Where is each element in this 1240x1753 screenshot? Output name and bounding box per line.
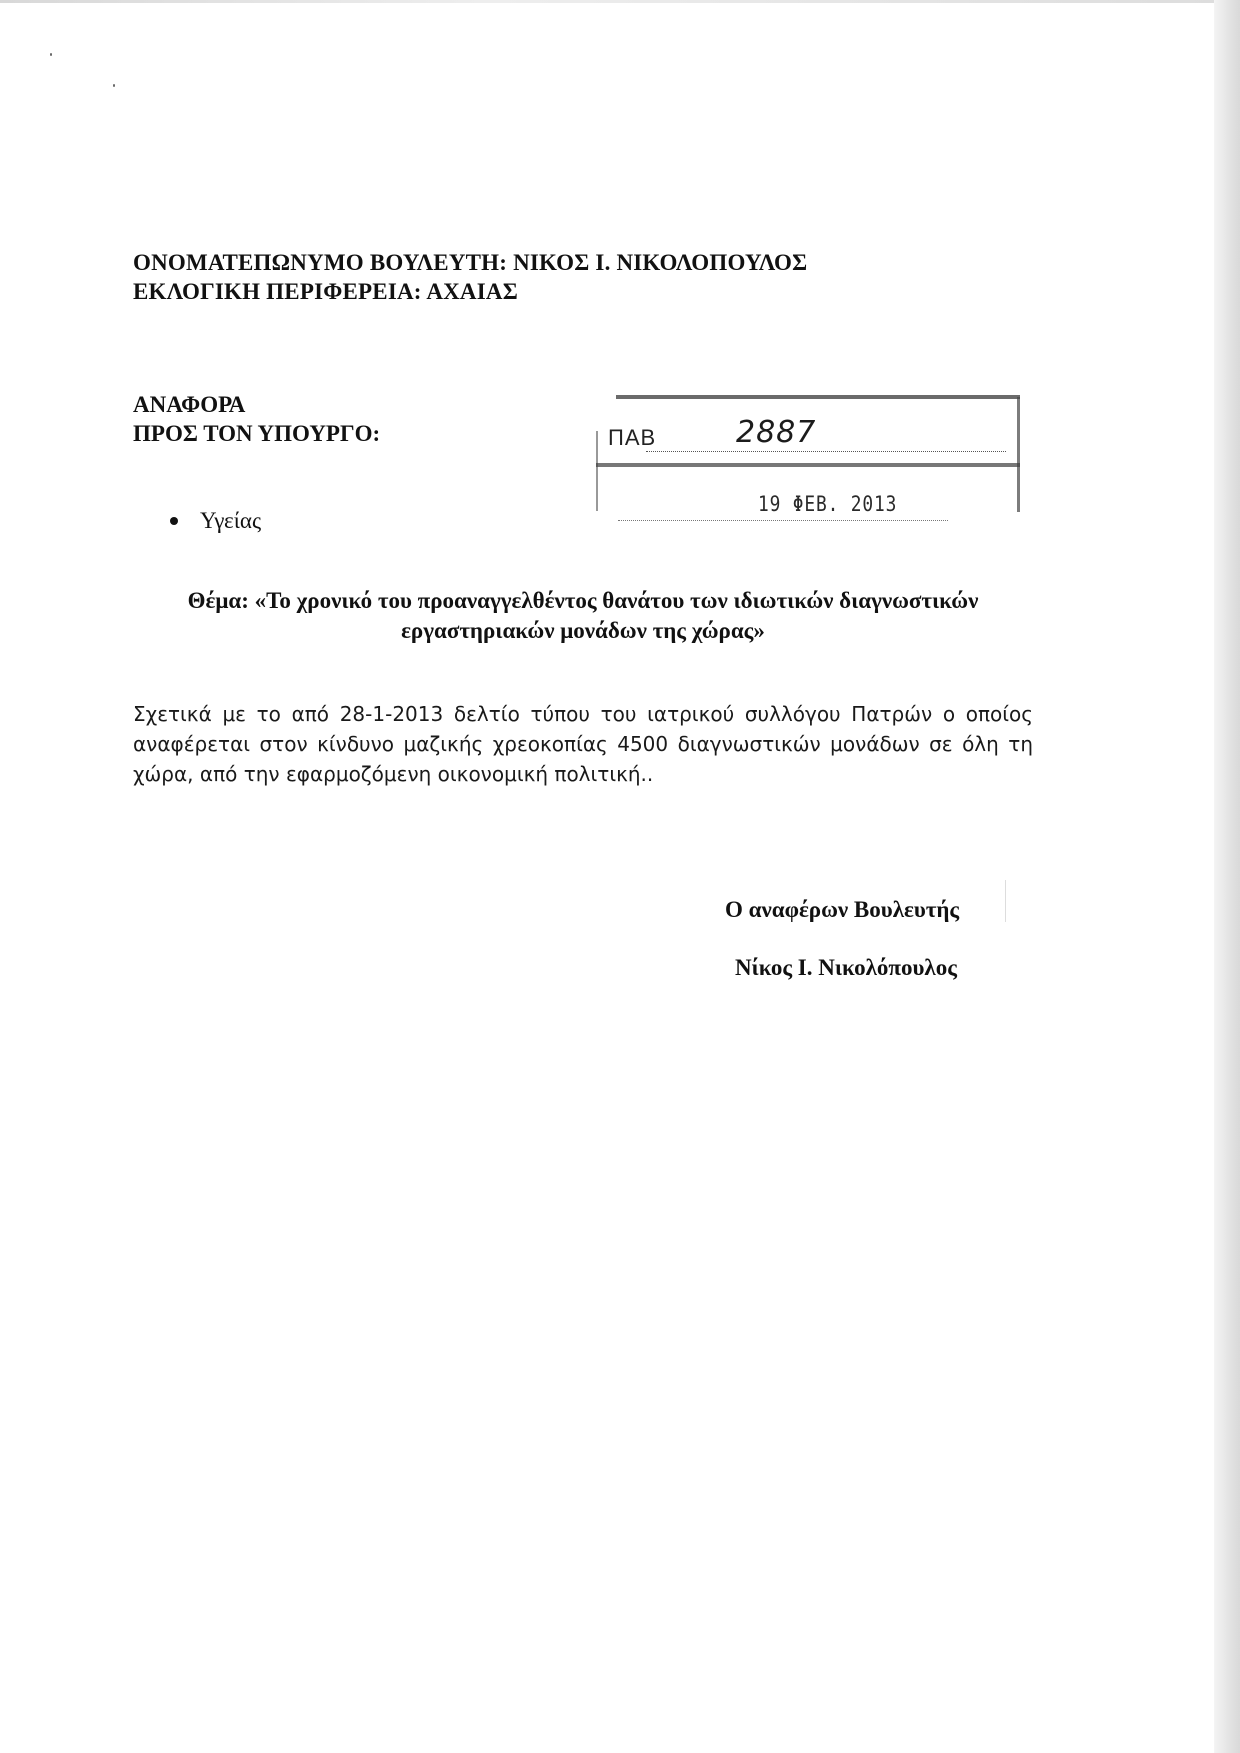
- ministry-list-item: [170, 508, 261, 534]
- signature-name: Νίκος Ι. Νικολόπουλος: [735, 955, 957, 980]
- stamp-protocol-number: 2887: [736, 415, 817, 450]
- bullet-icon: [170, 517, 178, 525]
- stamp-dotted-line: [618, 520, 948, 521]
- body-line: χώρα, από την εφαρμοζόμενη οικονομική πολιτική..: [133, 762, 654, 786]
- body-paragraph: [133, 699, 1033, 789]
- scan-speck: [113, 84, 115, 87]
- ministry-name: Υγείας: [200, 508, 262, 533]
- scan-speck: [50, 53, 52, 56]
- subject-line: εργαστηριακών μονάδων της χώρας»: [401, 618, 765, 643]
- protocol-stamp: [596, 395, 1021, 545]
- body-line: Σχετικά με το από 28-1-2013 δελτίο τύπου του ιατρικού συλλόγου Πατρών ο οποίος: [133, 702, 1033, 726]
- scan-top-edge: [0, 0, 1214, 3]
- stamp-border-left: [596, 431, 598, 511]
- stamp-divider: [596, 463, 1020, 467]
- body-line: αναφέρεται στον κίνδυνο μαζικής χρεοκοπίας 4500 διαγνωστικών μονάδων σε όλη τη: [133, 732, 1033, 756]
- stamp-label: ΠΑΒ: [608, 425, 657, 450]
- subject-heading: [133, 586, 1033, 646]
- report-label: ΑΝΑΦΟΡΑ: [133, 392, 246, 417]
- stamp-date: 19 ΦΕΒ. 2013: [758, 492, 898, 516]
- scan-mark: [1005, 880, 1006, 922]
- stamp-border-right: [1017, 397, 1020, 512]
- scan-right-edge: [1214, 0, 1240, 1753]
- signature-title: Ο αναφέρων Βουλευτής: [725, 897, 960, 922]
- stamp-border-top: [616, 395, 1020, 399]
- subject-line: Θέμα: «Το χρονικό του προαναγγελθέντος θανάτου των ιδιωτικών διαγνωστικών: [187, 588, 979, 613]
- stamp-dotted-line: [646, 451, 1006, 452]
- mp-name-line: ΟΝΟΜΑΤΕΠΩΝΥΜΟ ΒΟΥΛΕΥΤΗ: ΝΙΚΟΣ Ι. ΝΙΚΟΛΟΠΟΥΛΟΣ: [133, 250, 808, 275]
- constituency-line: ΕΚΛΟΓΙΚΗ ΠΕΡΙΦΕΡΕΙΑ: ΑΧΑΙΑΣ: [133, 279, 518, 304]
- to-minister-label: ΠΡΟΣ ΤΟΝ ΥΠΟΥΡΓΟ:: [133, 421, 381, 446]
